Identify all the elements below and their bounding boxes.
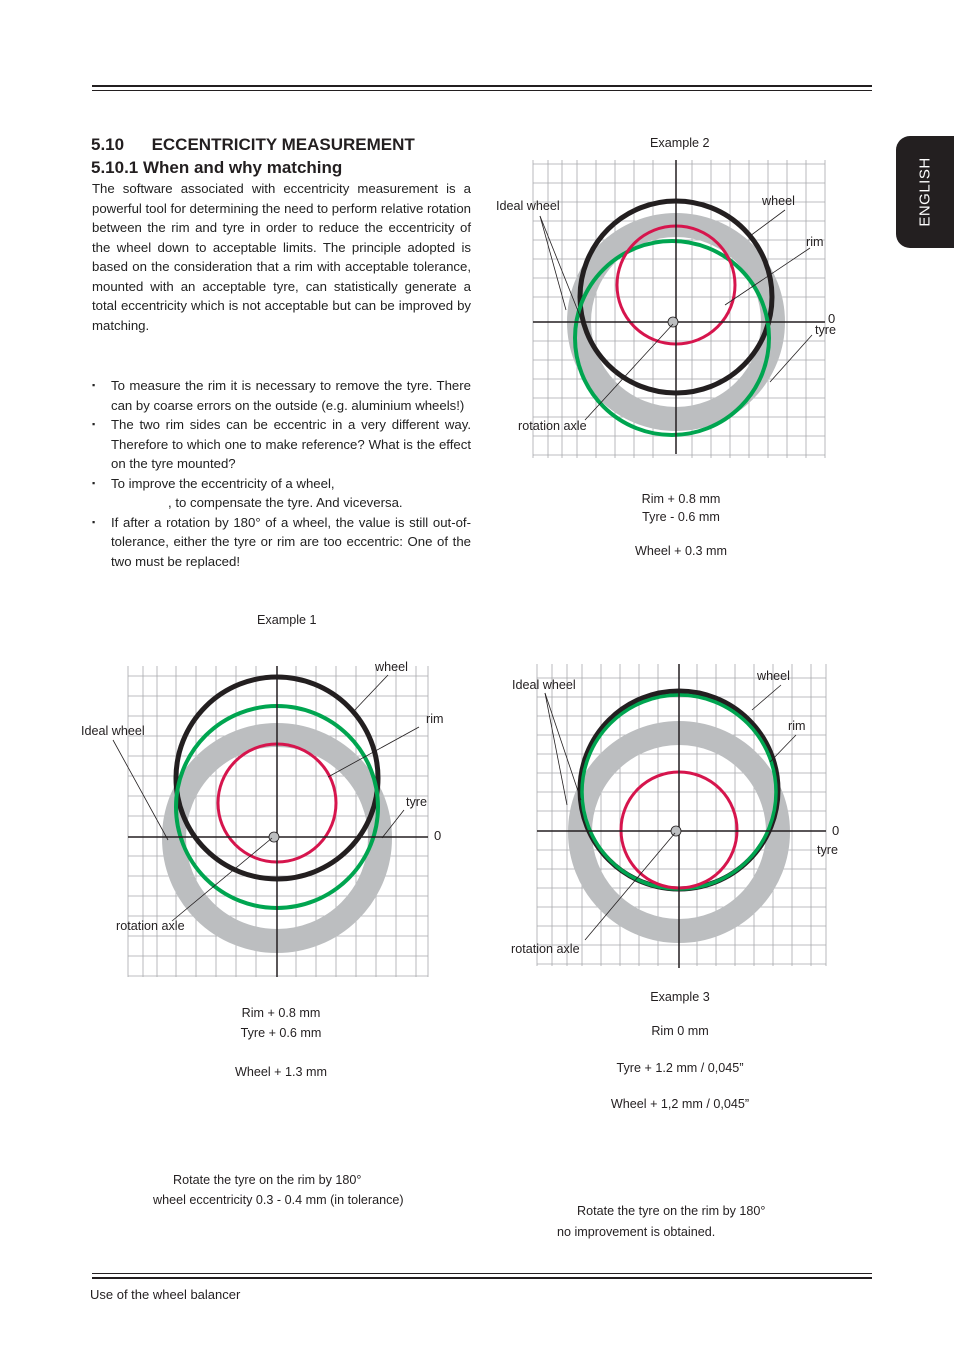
bullet-text: To improve the eccentricity of a wheel,: [111, 475, 335, 491]
language-tab-label: ENGLISH: [916, 157, 934, 227]
example3-rim-label: rim: [788, 719, 806, 733]
example1-tyre-label: tyre: [406, 795, 427, 809]
example3-wheel-value: Wheel + 1,2 mm / 0,045”: [610, 1097, 750, 1111]
example3-rotation-axle-label: rotation axle: [511, 942, 580, 956]
example1-title: Example 1: [257, 613, 317, 627]
example2-rim-label: rim: [806, 235, 824, 249]
example3-rim-value: Rim 0 mm: [651, 1024, 709, 1038]
example2-zero-label: 0: [828, 311, 836, 326]
intro-paragraph: The software associated with eccentricity measurement is a powerful tool for determining the need to perform relative rotation between the rim and tyre in order to reduce the eccentricity of the wheel down to acceptable limits. The principle adopted is based on the consideration that a rim with acceptable tolerance, mounted with an acceptable tyre, can statistically generate a total eccentricity which is not acceptable but can be improved by matching.: [92, 181, 471, 333]
bullet-text: , to compensate the tyre. And viceversa.: [168, 495, 403, 510]
footer-rule-thin: [92, 1273, 872, 1274]
bullet-text: If after a rotation by 180° of a wheel, the value is still out-of-tolerance, either the tyre or rim are too eccentric: One of the two must be replaced!: [111, 514, 471, 569]
example3-tyre-value: Tyre + 1.2 mm / 0,045”: [616, 1061, 744, 1075]
example2-title: Example 2: [650, 136, 710, 150]
example1-tyre-value: Tyre + 0.6 mm: [240, 1026, 322, 1040]
example2-wheel-label: wheel: [762, 194, 795, 208]
example3-ideal-wheel-label: Ideal wheel: [512, 678, 576, 692]
bullet-item: ▪ The two rim sides can be eccentric in a very different way. Therefore to which one to make reference? What is the effect on the tyre mounted?: [92, 417, 471, 471]
example3-note-result: no improvement is obtained.: [557, 1225, 716, 1239]
section-heading: ECCENTRICITY MEASUREMENT: [151, 135, 415, 154]
subsection-title: 5.10.1 When and why matching: [91, 158, 343, 177]
example1-wheel-label: wheel: [375, 660, 408, 674]
example2-rim-value: Rim + 0.8 mm: [641, 492, 721, 506]
footer-text: Use of the wheel balancer: [90, 1287, 241, 1302]
example3-wheel-label: wheel: [757, 669, 790, 683]
example2-tyre-value: Tyre - 0.6 mm: [642, 510, 720, 524]
bullet-item: ▪ If after a rotation by 180° of a wheel, the value is still out-of-tolerance, either the tyre or rim are too eccentric: One of the two must be replaced!: [92, 514, 471, 569]
example3-tyre-label: tyre: [817, 843, 838, 857]
example2-wheel-value: Wheel + 0.3 mm: [634, 544, 728, 558]
example3-zero-label: 0: [832, 823, 840, 838]
example1-rim-label: rim: [426, 712, 444, 726]
example1-rotation-axle-label: rotation axle: [116, 919, 185, 933]
example3-title: Example 3: [650, 990, 710, 1004]
bullet-text: To measure the rim it is necessary to remove the tyre. There can by coarse errors on the outside (e.g. aluminium wheels!): [111, 378, 471, 413]
example1-note-result: wheel eccentricity 0.3 - 0.4 mm (in tolerance): [153, 1193, 404, 1207]
footer-rule-thick: [92, 1277, 872, 1279]
example2-tyre-label: tyre: [815, 323, 836, 337]
bullet-text: The two rim sides can be eccentric in a very different way. Therefore to which one to make reference? What is the effect on the tyre mounted?: [111, 417, 471, 471]
bullet-item: ▪ To improve the eccentricity of a wheel, , to compensate the tyre. And viceversa.: [92, 475, 403, 510]
example1-ideal-wheel-label: Ideal wheel: [81, 724, 145, 738]
example3-axle-dot: [671, 826, 681, 836]
section-number: 5.10: [91, 135, 125, 154]
example1-rim-value: Rim + 0.8 mm: [241, 1006, 321, 1020]
example1-note-rotate: Rotate the tyre on the rim by 180°: [173, 1173, 362, 1187]
example1-wheel-value: Wheel + 1.3 mm: [234, 1065, 328, 1079]
example2-rotation-axle-label: rotation axle: [518, 419, 587, 433]
example2-ideal-wheel-label: Ideal wheel: [496, 199, 560, 213]
example1-zero-label: 0: [434, 828, 442, 843]
bullet-item: ▪ To measure the rim it is necessary to remove the tyre. There can by coarse errors on the outside (e.g. aluminium wheels!): [92, 378, 471, 413]
example3-note-rotate: Rotate the tyre on the rim by 180°: [577, 1204, 766, 1218]
